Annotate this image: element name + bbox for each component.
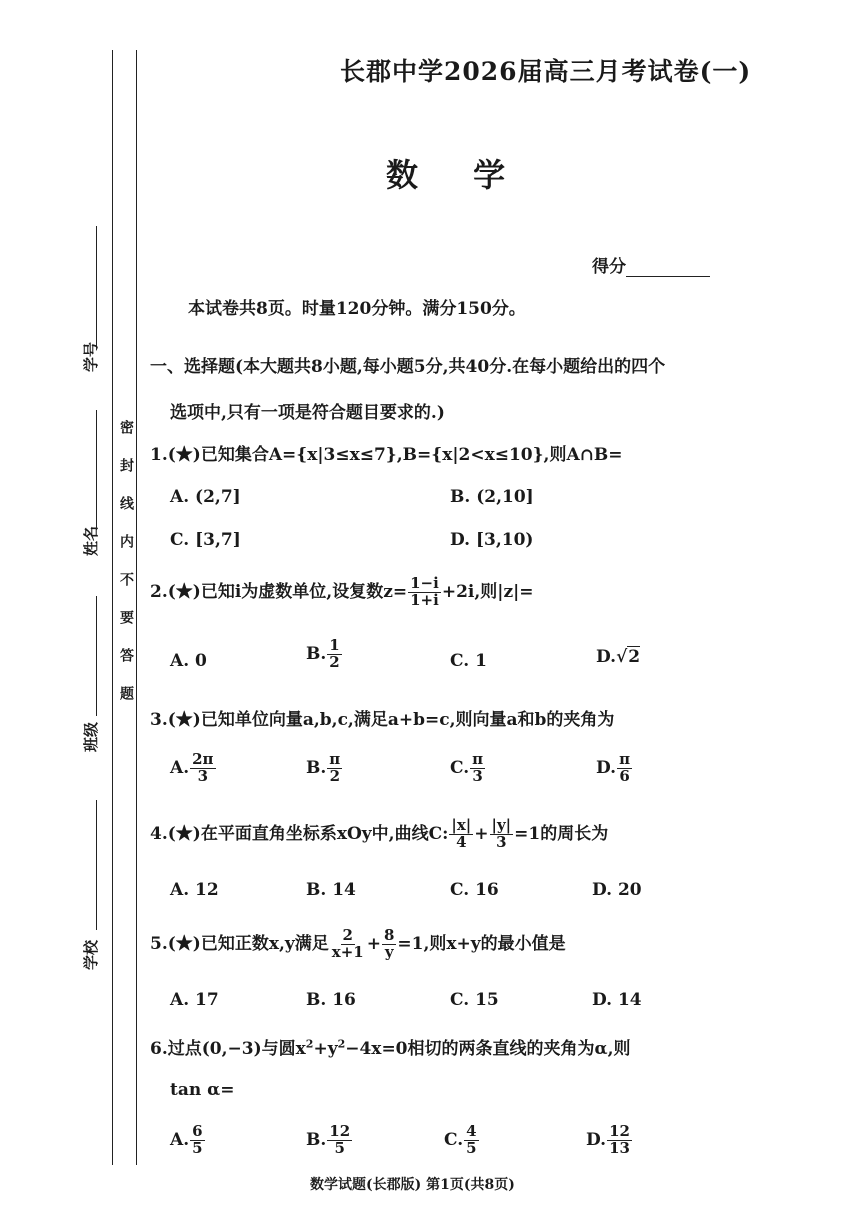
question-6-option-c: C. $\frac{4}{5}$ [444,1122,477,1157]
question-1-option-d: D. [3,10) [450,530,534,550]
question-6-option-d: D. $\frac{12}{13}$ [586,1122,630,1157]
question-1-option-c: C. [3,7] [170,530,241,550]
question-1-option-a: A. (2,7] [170,487,241,507]
question-1-stem: 1.(★)已知集合A={x|3≤x≤7},B={x|2<x≤10},则A∩B= [150,445,623,465]
field-student-id-blank[interactable] [96,226,97,346]
question-2-option-c: C. 1 [450,651,487,671]
margin-line-left [112,50,113,1165]
field-student-id-label: 学号 [82,341,100,372]
question-3-option-b: B. $\frac{\pi}{2}$ [306,750,341,785]
page-footer: 数学试题(长郡版) 第1页(共8页) [310,1177,515,1193]
question-3-option-a: A. $\frac{2\pi}{3}$ [170,750,214,785]
question-4-stem: 4.(★)在平面直角坐标系xOy中,曲线C: $\frac{|x|}{4}$ + $\frac{|y|}{3}$ =1的周长为 [150,816,609,851]
question-2-stem: 2.(★)已知i为虚数单位,设复数z= $\frac{1-i}{1+i}$ +2i,则|z|= [150,574,534,609]
question-3-option-c: C. $\frac{\pi}{3}$ [450,750,484,785]
question-6-stem-line2: tan α= [170,1080,235,1100]
question-3-stem: 3.(★)已知单位向量a,b,c,满足a+b=c,则向量a和b的夹角为 [150,710,615,730]
exam-info: 本试卷共8页。时量120分钟。满分150分。 [188,299,526,319]
field-name-label: 姓名 [82,525,100,556]
field-school-label: 学校 [82,939,100,970]
score-field [592,252,710,277]
question-5-option-a: A. 17 [170,990,219,1010]
question-2-fraction: $\frac{1-i}{1+i}$ [410,574,439,609]
question-1-option-b: B. (2,10] [450,487,534,507]
section-heading-line2: 选项中,只有一项是符合题目要求的.) [170,403,445,423]
question-5-stem: 5.(★)已知正数x,y满足 $\frac{2}{x+1}$ + $\frac{8}{y}$ =1,则x+y的最小值是 [150,926,566,961]
question-6-stem-line1: 6.过点(0,−3)与圆$x^2+y^2-4x=0$相切的两条直线的夹角为α,则 [150,1037,631,1059]
field-class-label: 班级 [82,721,100,752]
question-2-option-a: A. 0 [170,651,207,671]
question-3-option-d: D. $\frac{\pi}{6}$ [596,750,631,785]
question-6-option-a: A. $\frac{6}{5}$ [170,1122,203,1157]
seal-notice: 密封线内不要答题 [118,420,134,724]
margin-line-right [136,50,137,1165]
field-name-blank[interactable] [96,410,97,530]
sqrt-icon: √ [616,647,628,667]
score-label: 得分 [592,257,626,277]
question-4-option-d: D. 20 [592,880,642,900]
subject-title: 数 学 [386,156,528,194]
field-class-blank[interactable] [96,596,97,716]
question-5-option-b: B. 16 [306,990,356,1010]
question-4-option-a: A. 12 [170,880,219,900]
section-heading-line1: 一、选择题(本大题共8小题,每小题5分,共40分.在每小题给出的四个 [150,357,666,377]
field-school-blank[interactable] [96,800,97,930]
question-6-option-b: B. $\frac{12}{5}$ [306,1122,351,1157]
question-4-option-c: C. 16 [450,880,499,900]
question-4-option-b: B. 14 [306,880,356,900]
question-5-option-c: C. 15 [450,990,499,1010]
exam-title: 长郡中学2026届高三月考试卷(一) [340,57,752,86]
score-blank[interactable] [626,258,710,277]
question-2-option-d: D.√2 [596,647,641,667]
question-5-option-d: D. 14 [592,990,642,1010]
question-2-option-b: B. $\frac{1}{2}$ [306,636,340,671]
